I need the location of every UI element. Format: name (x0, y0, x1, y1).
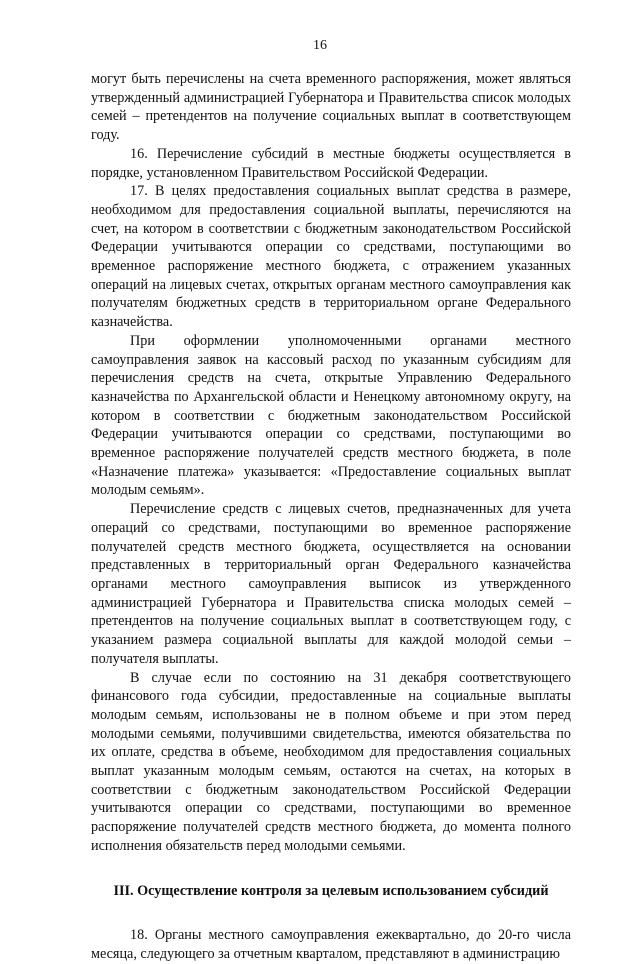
paragraph-year-end-balance: В случае если по состоянию на 31 декабря соответствующего финансового года субсидии, предоставленные на социальные выплаты молодым семьям, использованы не в полном объеме и при этом перед молодыми семьями, получившими свидетельства, имеются обязательства по их оплате, средства в объеме, необходимом для предоставления социальных выплат указанным молодым семьям, остаются на счетах, на которых в соответствии с бюджетным законодательством Российской Федерации учитываются операции со средствами, поступающими во временное распоряжение получателей средств местного бюджета, до момента полного исполнения обязательств перед молодыми семьями. (91, 669, 571, 854)
paragraph-item-16: 16. Перечисление субсидий в местные бюджеты осуществляется в порядке, установленном Правительством Российской Федерации. (91, 145, 571, 181)
paragraph-payment-requests: При оформлении уполномоченными органами местного самоуправления заявок на кассовый расход по указанным субсидиям для перечисления средств на счета, открытые Управлению Федерального казначейства по Архангельской области и Ненецкому автономному округу, на котором в соответствии с бюджетным законодательством Российской Федерации учитываются операции со средствами, поступающими во временное распоряжение получателей средств местного бюджета, в поле «Назначение платежа» указывается: «Предоставление социальных выплат молодым семьям». (91, 332, 571, 499)
paragraph-item-18: 18. Органы местного самоуправления ежеквартально, до 20-го числа месяца, следующего за отчетным кварталом, представляют в администрацию (91, 927, 571, 962)
paragraph-continuation: могут быть перечислены на счета временного распоряжения, может являться утвержденный администрацией Губернатора и Правительства список молодых семей – претендентов на получение социальных выплат в соответствующем году. (91, 71, 571, 144)
page-number: 16 (313, 38, 327, 53)
paragraph-funds-transfer: Перечисление средств с лицевых счетов, предназначенных для учета операций со средствами, поступающими во временное распоряжение получателей средств местного бюджета, осуществляется на основании представленных в территориальный орган Федерального казначейства органами местного самоуправления выписок из утвержденного администрацией Губернатора и Правительства списка молодых семей – претендентов на получение социальных выплат в соответствующем году, с указанием размера социальной выплаты для каждой молодой семьи – получателя выплаты. (91, 501, 571, 667)
section-heading: III. Осуществление контроля за целевым использованием субсидий (113, 882, 549, 899)
document-body (91, 70, 571, 964)
paragraph-item-17: 17. В целях предоставления социальных выплат средства в размере, необходимом для предоставления социальной выплаты, перечисляются на счет, на котором в соответствии с бюджетным законодательством Российской Федерации учитываются операции со средствами, поступающими во временное распоряжение местного бюджета, с отражением указанных операций на лицевых счетах, открытых органам местного самоуправления как получателям бюджетных средств в территориальном органе Федерального казначейства. (91, 183, 571, 331)
